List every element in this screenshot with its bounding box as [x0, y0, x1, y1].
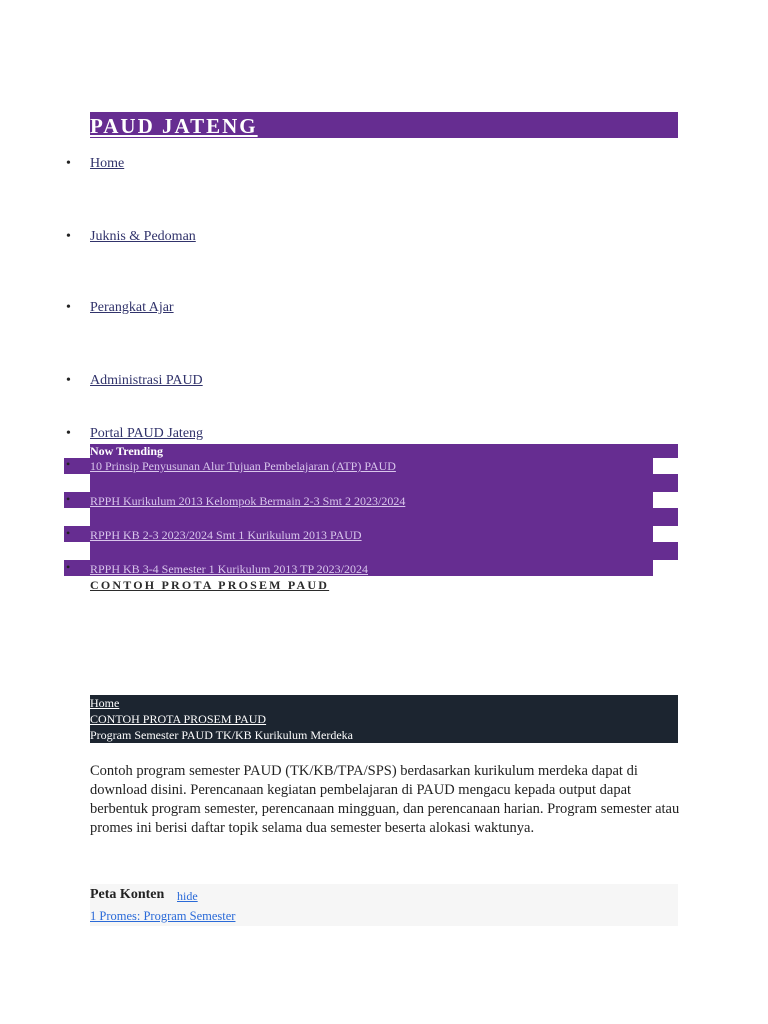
breadcrumb-current: Program Semester PAUD TK/KB Kurikulum Merdeka: [90, 728, 353, 742]
trending-gap-bg: [90, 542, 678, 560]
nav-link-portal[interactable]: Portal PAUD Jateng: [90, 426, 204, 441]
trending-item: [0, 493, 678, 509]
nav-item-juknis: [0, 229, 400, 249]
table-of-contents: [90, 884, 678, 926]
trending-item: [0, 527, 678, 543]
site-title-link[interactable]: PAUD JATENG: [90, 114, 258, 138]
trending-gap-bg: [90, 508, 678, 526]
category-title-link[interactable]: CONTOH PROTA PROSEM PAUD: [90, 578, 330, 592]
nav-link-juknis[interactable]: Juknis & Pedoman: [90, 229, 196, 244]
toc-hide-toggle[interactable]: hide: [177, 889, 198, 903]
trending-link-4[interactable]: RPPH KB 3-4 Semester 1 Kurikulum 2013 TP 2023/2024: [90, 562, 369, 576]
nav-link-administrasi[interactable]: Administrasi PAUD: [90, 373, 203, 388]
trending-header-bg: [90, 444, 678, 458]
bullet-icon: •: [66, 156, 71, 171]
trending-item: [0, 458, 678, 474]
trending-link-3[interactable]: RPPH KB 2-3 2023/2024 Smt 1 Kurikulum 2013 PAUD: [90, 528, 362, 542]
nav-item-portal: [0, 426, 400, 446]
nav-link-perangkat-ajar[interactable]: Perangkat Ajar: [90, 300, 174, 315]
nav-link-home[interactable]: Home: [90, 156, 125, 171]
toc-title: Peta Konten: [90, 887, 165, 902]
breadcrumb-home-link[interactable]: Home: [90, 696, 120, 710]
nav-item-administrasi: [0, 373, 400, 393]
toc-item-link[interactable]: 1 Promes: Program Semester: [90, 909, 236, 923]
trending-gap-bg: [90, 474, 678, 492]
site-header-bar: [90, 112, 678, 138]
bullet-icon: •: [66, 229, 71, 244]
bullet-icon: •: [66, 560, 71, 574]
trending-label: Now Trending: [90, 444, 164, 458]
nav-item-home: [0, 156, 400, 176]
trending-link-1[interactable]: 10 Prinsip Penyusunan Alur Tujuan Pembelajaran (ATP) PAUD: [90, 459, 396, 473]
bullet-icon: •: [66, 373, 71, 388]
breadcrumb: [90, 695, 678, 743]
trending-item: [0, 561, 678, 577]
bullet-icon: •: [66, 300, 71, 315]
breadcrumb-category-link[interactable]: CONTOH PROTA PROSEM PAUD: [90, 712, 267, 726]
bullet-icon: •: [66, 492, 71, 506]
trending-link-2[interactable]: RPPH Kurikulum 2013 Kelompok Bermain 2-3 Smt 2 2023/2024: [90, 494, 406, 508]
article-intro: Contoh program semester PAUD (TK/KB/TPA/SPS) berdasarkan kurikulum merdeka dapat di download disini. Perencanaan kegiatan pembelajaran di PAUD mengacu kepada output dapat berbentuk program semester, perencanaan mingguan, dan perencanaan harian. Program semester atau promes ini berisi daftar topik selama dua semester beserta alokasi waktunya.: [90, 763, 680, 836]
nav-item-perangkat-ajar: [0, 300, 400, 320]
bullet-icon: •: [66, 426, 71, 441]
now-trending-section: [0, 444, 678, 578]
bullet-icon: •: [66, 526, 71, 540]
bullet-icon: •: [66, 457, 71, 471]
